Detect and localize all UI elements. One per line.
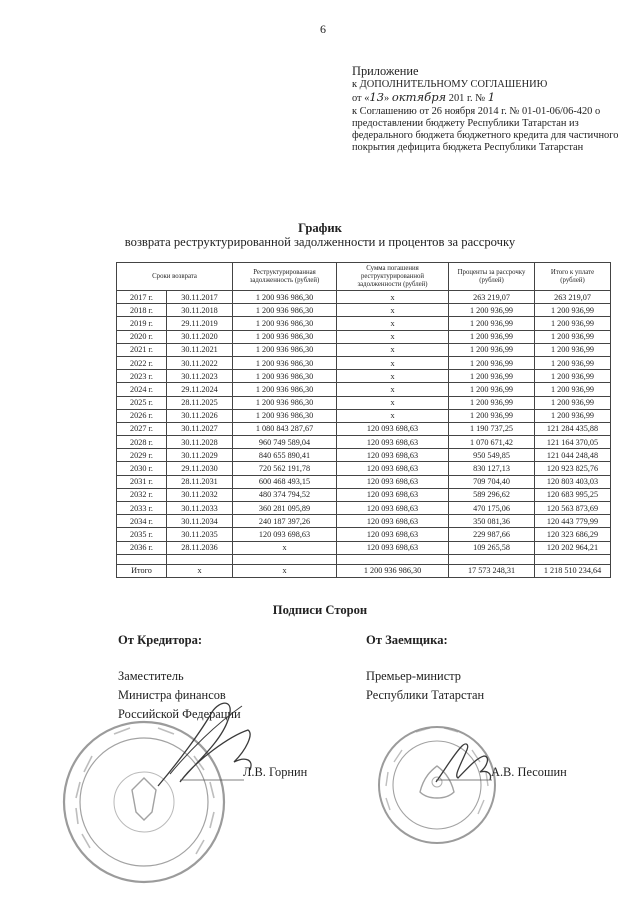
table-cell: 1 200 936,99: [449, 370, 535, 383]
table-cell: 30.11.2028: [167, 436, 233, 449]
table-cell: x: [337, 330, 449, 343]
table-cell: 30.11.2035: [167, 528, 233, 541]
table-cell: 120 093 698,63: [337, 528, 449, 541]
table-cell: 2022 г.: [117, 356, 167, 369]
table-cell: 2025 г.: [117, 396, 167, 409]
table-row: [117, 462, 611, 475]
table-cell: 960 749 589,04: [233, 436, 337, 449]
table-cell: 263 219,07: [449, 291, 535, 304]
table-cell: 2030 г.: [117, 462, 167, 475]
creditor-position: Заместитель Министра финансов Российской Федерации: [118, 669, 241, 721]
table-cell: x: [337, 291, 449, 304]
table-cell: 1 200 936,99: [535, 383, 611, 396]
total-cell: 1 200 936 986,30: [337, 564, 449, 577]
table-cell: 29.11.2024: [167, 383, 233, 396]
handwritten-day: 13: [369, 90, 385, 105]
table-cell: 120 093 698,63: [337, 541, 449, 554]
handwritten-month: октября: [391, 90, 447, 105]
table-cell: 600 468 493,15: [233, 475, 337, 488]
header-repayment-amount: Сумма погашения реструктурированной задолженности (рублей): [337, 263, 449, 291]
table-cell: 30.11.2027: [167, 422, 233, 435]
page-number: 6: [320, 22, 326, 36]
table-cell: 1 200 936,99: [449, 317, 535, 330]
table-cell: x: [337, 304, 449, 317]
table-cell: 30.11.2020: [167, 330, 233, 343]
annex-agreement-line: к ДОПОЛНИТЕЛЬНОМУ СОГЛАШЕНИЮ: [352, 79, 548, 90]
schedule-subtitle: возврата реструктурированной задолженности и процентов за рассрочку: [124, 235, 516, 249]
table-cell: 2031 г.: [117, 475, 167, 488]
table-cell: 30.11.2033: [167, 502, 233, 515]
table-cell: 120 093 698,63: [337, 515, 449, 528]
table-row: [117, 436, 611, 449]
table-spacer-row: [117, 554, 611, 564]
table-cell: 1 200 936 986,30: [233, 317, 337, 330]
table-cell: x: [337, 396, 449, 409]
table-cell: 720 562 191,78: [233, 462, 337, 475]
table-cell: 1 200 936,99: [535, 304, 611, 317]
table-cell: 1 200 936,99: [449, 409, 535, 422]
table-cell: 120 563 873,69: [535, 502, 611, 515]
table-row: [117, 396, 611, 409]
table-cell: 830 127,13: [449, 462, 535, 475]
table-cell: 29.11.2019: [167, 317, 233, 330]
table-cell: 120 923 825,76: [535, 462, 611, 475]
table-cell: 1 200 936,99: [535, 396, 611, 409]
table-cell: 1 200 936 986,30: [233, 409, 337, 422]
table-cell: 30.11.2022: [167, 356, 233, 369]
table-row: [117, 304, 611, 317]
table-cell: 120 093 698,63: [337, 436, 449, 449]
table-cell: 709 704,40: [449, 475, 535, 488]
table-cell: 1 200 936 986,30: [233, 291, 337, 304]
table-row: [117, 330, 611, 343]
table-cell: 1 200 936,99: [449, 343, 535, 356]
table-cell: 120 323 686,29: [535, 528, 611, 541]
table-cell: 30.11.2029: [167, 449, 233, 462]
table-cell: 121 284 435,88: [535, 422, 611, 435]
total-cell: 1 218 510 234,64: [535, 564, 611, 577]
table-cell: 2018 г.: [117, 304, 167, 317]
annex-body: к Соглашению от 26 ноября 2014 г. № 01-01-06/06-420 о предоставлении бюджету Республики Татарстан из федерального бюджета бюджетного кредита для частичного покрытия дефицита бюджета Республики Татарстан: [352, 105, 619, 154]
table-cell: x: [337, 317, 449, 330]
table-cell: 121 164 370,05: [535, 436, 611, 449]
total-cell: 17 573 248,31: [449, 564, 535, 577]
table-cell: 120 093 698,63: [337, 502, 449, 515]
table-cell: 1 200 936 986,30: [233, 396, 337, 409]
table-row: [117, 449, 611, 462]
table-cell: 28.11.2025: [167, 396, 233, 409]
table-cell: 589 296,62: [449, 488, 535, 501]
table-cell: 1 200 936 986,30: [233, 383, 337, 396]
table-cell: 1 200 936,99: [449, 304, 535, 317]
header-total-due: Итого к уплате (рублей): [535, 263, 611, 291]
table-cell: 30.11.2021: [167, 343, 233, 356]
table-cell: 1 200 936,99: [535, 343, 611, 356]
table-row: [117, 515, 611, 528]
table-cell: 470 175,06: [449, 502, 535, 515]
table-cell: x: [337, 343, 449, 356]
table-cell: 2036 г.: [117, 541, 167, 554]
table-cell: x: [337, 370, 449, 383]
table-cell: 2027 г.: [117, 422, 167, 435]
table-cell: 840 655 890,41: [233, 449, 337, 462]
table-cell: 30.11.2017: [167, 291, 233, 304]
table-cell: 120 683 995,25: [535, 488, 611, 501]
table-row: [117, 383, 611, 396]
table-cell: 1 080 843 287,67: [233, 422, 337, 435]
borrower-signature-line: [436, 778, 492, 782]
table-cell: 120 803 403,03: [535, 475, 611, 488]
schedule-title: График: [298, 221, 342, 235]
table-cell: 2019 г.: [117, 317, 167, 330]
table-row: [117, 291, 611, 304]
table-cell: 2034 г.: [117, 515, 167, 528]
total-cell: x: [233, 564, 337, 577]
table-cell: 1 200 936,99: [535, 356, 611, 369]
table-cell: 1 070 671,42: [449, 436, 535, 449]
table-cell: 28.11.2031: [167, 475, 233, 488]
table-row: [117, 317, 611, 330]
table-cell: 2035 г.: [117, 528, 167, 541]
borrower-position: Премьер-министр Республики Татарстан: [366, 669, 485, 702]
table-cell: 2028 г.: [117, 436, 167, 449]
table-row: [117, 409, 611, 422]
table-cell: 30.11.2018: [167, 304, 233, 317]
table-cell: 1 200 936,99: [449, 383, 535, 396]
table-cell: x: [337, 383, 449, 396]
table-cell: 28.11.2036: [167, 541, 233, 554]
table-cell: 29.11.2030: [167, 462, 233, 475]
table-cell: 1 200 936,99: [535, 330, 611, 343]
annex-block: [352, 64, 622, 155]
table-cell: 1 200 936 986,30: [233, 356, 337, 369]
table-row: [117, 356, 611, 369]
table-cell: x: [337, 409, 449, 422]
annex-date-line: от «13» октября 201 г. № 1: [352, 90, 496, 105]
table-header-row: [117, 263, 611, 291]
table-cell: 360 281 095,89: [233, 502, 337, 515]
creditor-name: Л.В. Горнин: [243, 765, 308, 779]
table-cell: 229 987,66: [449, 528, 535, 541]
table-cell: 1 190 737,25: [449, 422, 535, 435]
table-cell: 2029 г.: [117, 449, 167, 462]
table-row: [117, 528, 611, 541]
table-cell: x: [337, 356, 449, 369]
handwritten-number: 1: [487, 90, 496, 105]
table-cell: 350 081,36: [449, 515, 535, 528]
table-row: [117, 541, 611, 554]
table-cell: 120 093 698,63: [337, 488, 449, 501]
table-cell: 1 200 936,99: [449, 356, 535, 369]
table-cell: x: [233, 541, 337, 554]
table-cell: 120 093 698,63: [337, 449, 449, 462]
table-cell: 480 374 794,52: [233, 488, 337, 501]
table-cell: 1 200 936 986,30: [233, 304, 337, 317]
table-cell: 1 200 936,99: [449, 396, 535, 409]
signatures-title: Подписи Сторон: [272, 603, 368, 617]
table-cell: 30.11.2026: [167, 409, 233, 422]
table-cell: 1 200 936,99: [535, 317, 611, 330]
table-cell: 30.11.2023: [167, 370, 233, 383]
table-body: [117, 291, 611, 578]
table-row: [117, 488, 611, 501]
table-cell: 2026 г.: [117, 409, 167, 422]
table-cell: 30.11.2034: [167, 515, 233, 528]
table-cell: 120 202 964,21: [535, 541, 611, 554]
table-cell: 263 219,07: [535, 291, 611, 304]
table-row: [117, 343, 611, 356]
repayment-schedule-table: [116, 262, 611, 578]
table-cell: 120 093 698,63: [337, 422, 449, 435]
table-row: [117, 370, 611, 383]
table-cell: 2023 г.: [117, 370, 167, 383]
table-cell: 120 443 779,99: [535, 515, 611, 528]
table-cell: 121 044 248,48: [535, 449, 611, 462]
table-cell: 1 200 936 986,30: [233, 343, 337, 356]
borrower-name: А.В. Песошин: [491, 765, 567, 779]
table-cell: 120 093 698,63: [337, 462, 449, 475]
table-total-row: [117, 564, 611, 577]
borrower-signature: [432, 738, 496, 790]
table-cell: 2020 г.: [117, 330, 167, 343]
header-interest: Проценты за рассрочку (рублей): [449, 263, 535, 291]
table-cell: 1 200 936 986,30: [233, 330, 337, 343]
creditor-signature-line: [180, 778, 244, 782]
table-cell: 120 093 698,63: [233, 528, 337, 541]
table-cell: 1 200 936,99: [449, 330, 535, 343]
table-cell: 2033 г.: [117, 502, 167, 515]
borrower-label: От Заемщика:: [366, 633, 448, 647]
table-cell: 2021 г.: [117, 343, 167, 356]
table-cell: 120 093 698,63: [337, 475, 449, 488]
creditor-signature: [150, 690, 260, 800]
annex-title: Приложение: [352, 64, 419, 78]
table-cell: 2017 г.: [117, 291, 167, 304]
table-cell: 1 200 936,99: [535, 370, 611, 383]
creditor-label: От Кредитора:: [118, 633, 203, 647]
table-cell: 109 265,58: [449, 541, 535, 554]
total-cell: Итого: [117, 564, 167, 577]
table-cell: 2024 г.: [117, 383, 167, 396]
header-restructured-debt: Реструктурированная задолженность (рублей): [233, 263, 337, 291]
header-term: Сроки возврата: [117, 263, 233, 291]
table-cell: 1 200 936 986,30: [233, 370, 337, 383]
table-cell: 30.11.2032: [167, 488, 233, 501]
total-cell: x: [167, 564, 233, 577]
table-cell: 950 549,85: [449, 449, 535, 462]
table-cell: 1 200 936,99: [535, 409, 611, 422]
table-row: [117, 502, 611, 515]
table-row: [117, 475, 611, 488]
table-cell: 240 187 397,26: [233, 515, 337, 528]
table-row: [117, 422, 611, 435]
table-cell: 2032 г.: [117, 488, 167, 501]
